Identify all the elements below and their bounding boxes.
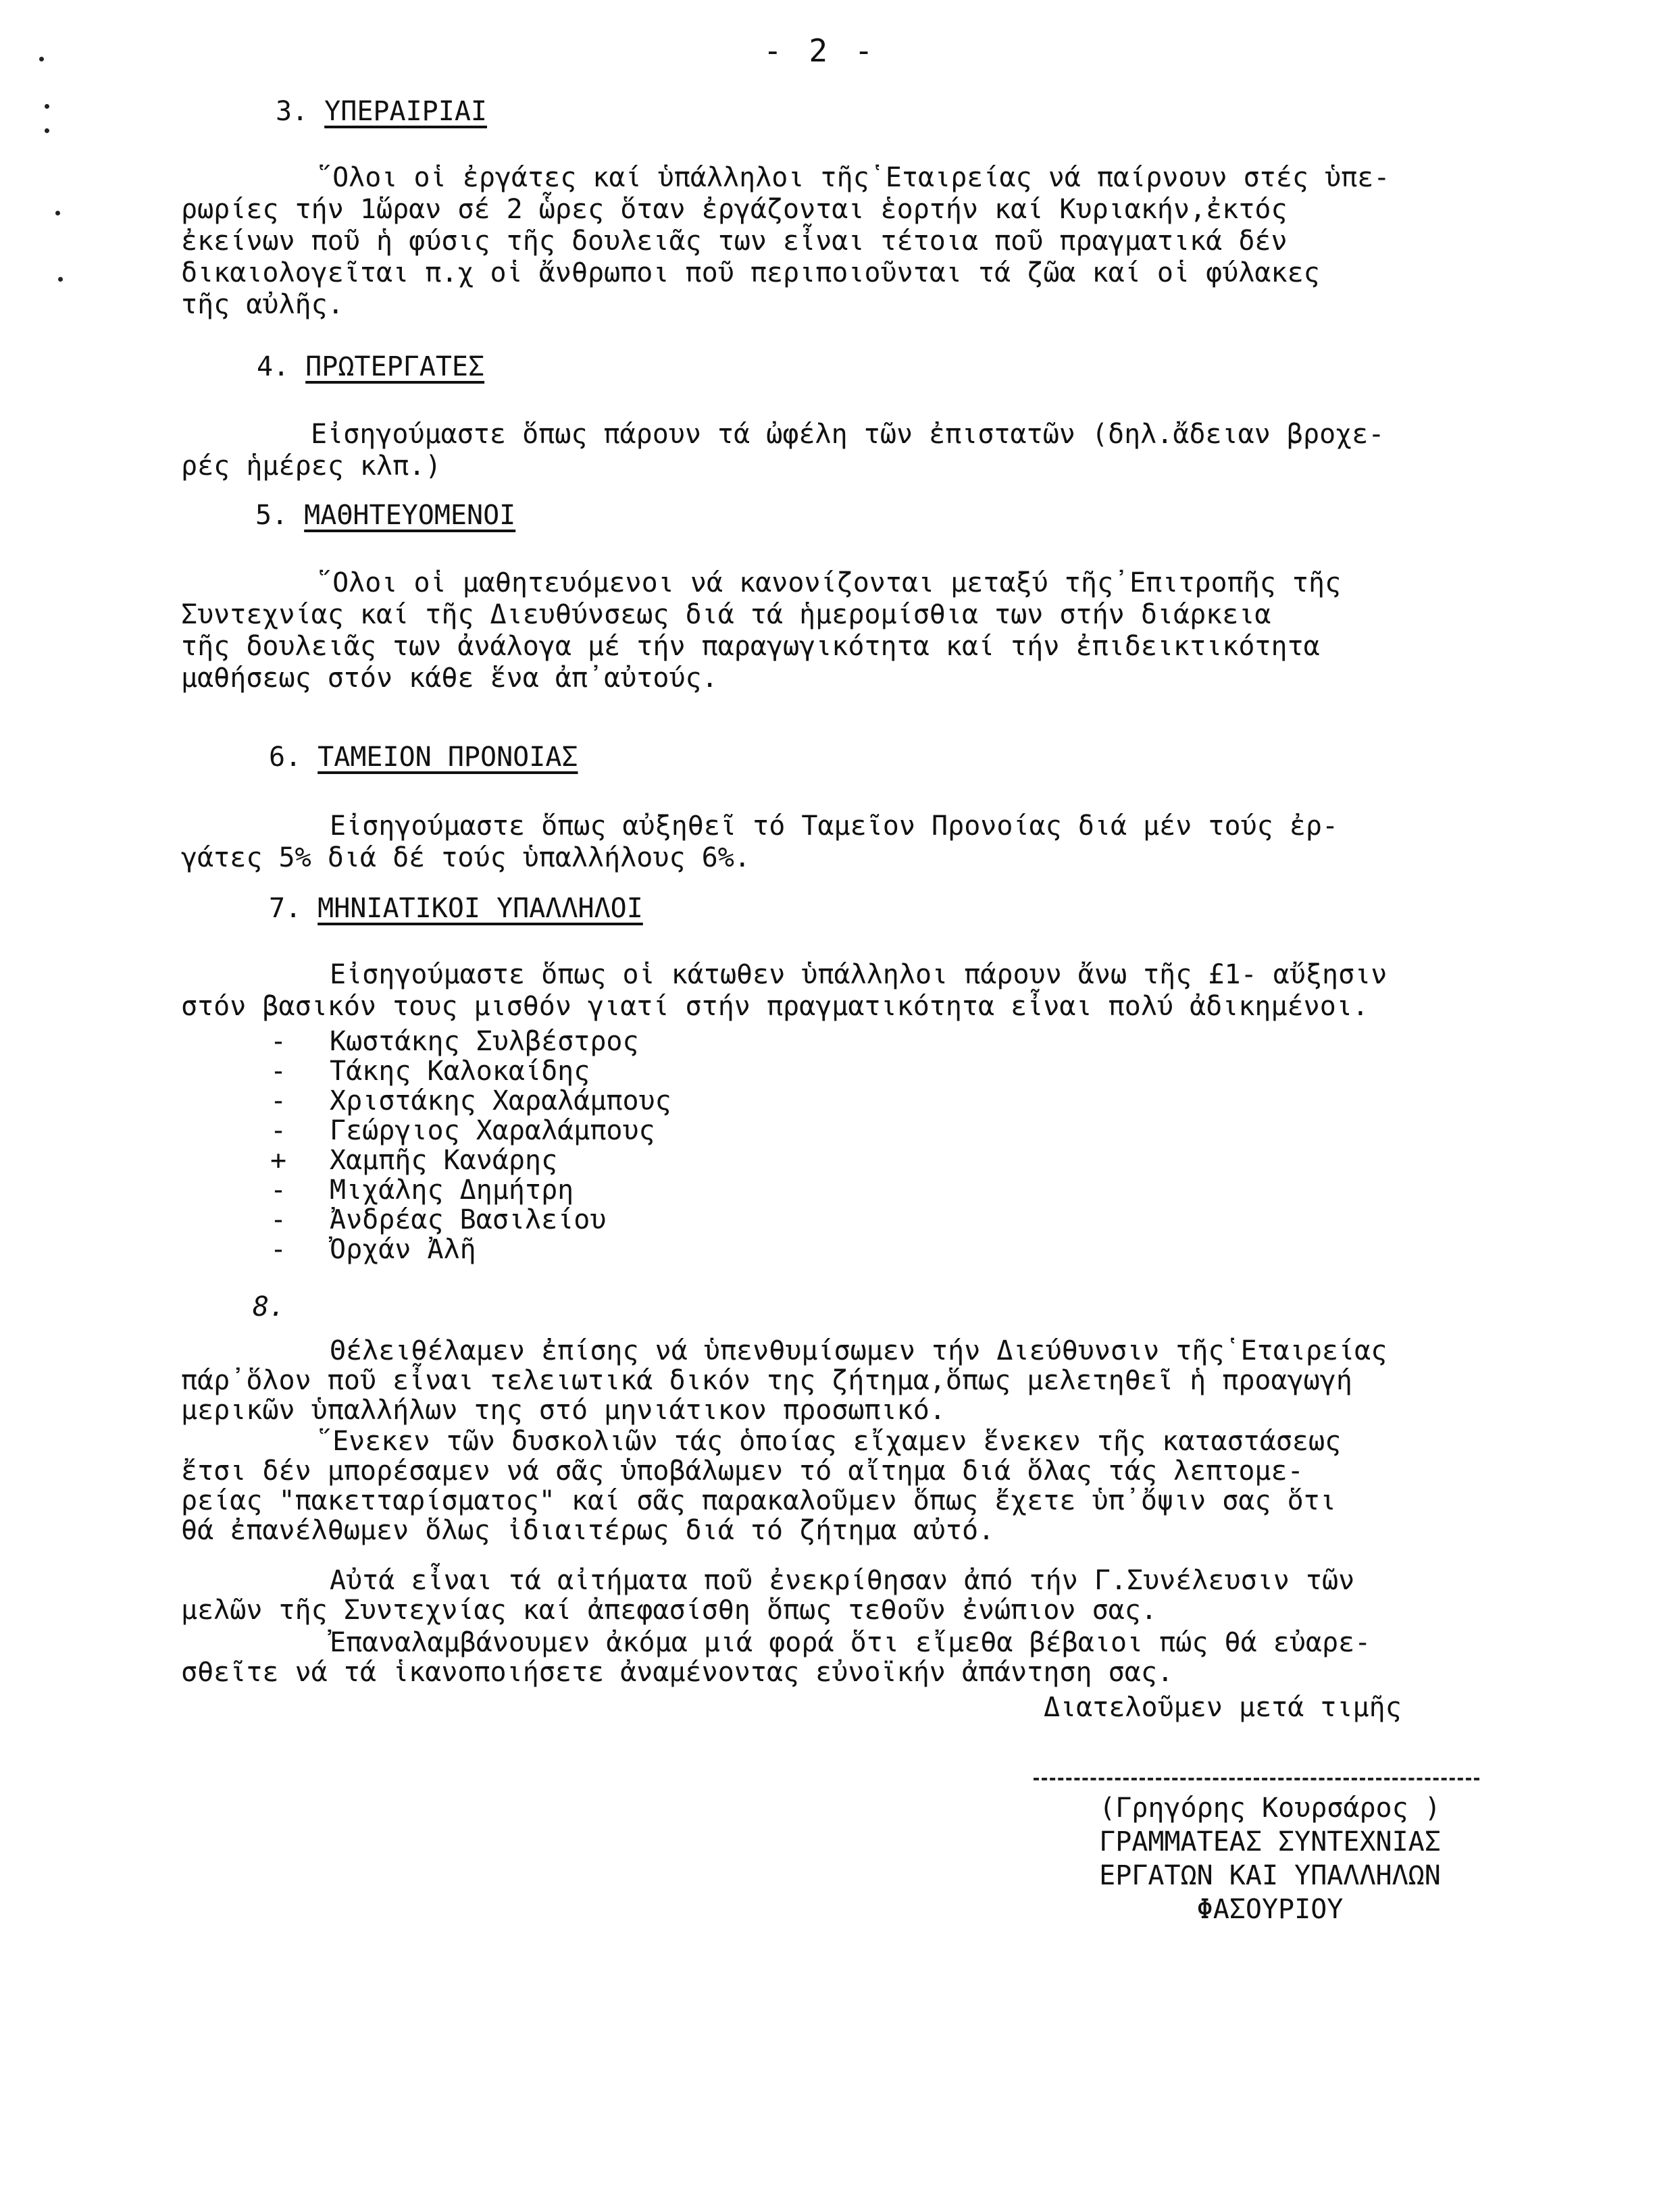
signature-line xyxy=(1034,1778,1479,1780)
list-bullet: - xyxy=(270,1234,287,1265)
section-heading-3 xyxy=(276,96,487,127)
list-item xyxy=(270,1086,671,1116)
list-bullet: - xyxy=(270,1204,287,1235)
section-title: ΜΑΘΗΤΕΥΟΜΕΝΟΙ xyxy=(304,500,516,531)
employee-name: Γεώργιος Χαραλάμπους xyxy=(330,1115,655,1146)
paragraph-approval xyxy=(181,1566,1586,1625)
text-line: ρές ἡμέρες κλπ.) xyxy=(181,451,442,482)
list-item xyxy=(270,1027,671,1056)
section-4-paragraph xyxy=(181,419,1586,482)
list-bullet: - xyxy=(270,1026,287,1057)
page-number: - 2 - xyxy=(763,32,877,69)
employee-name: Μιχάλης Δημήτρη xyxy=(330,1175,574,1206)
text-line: ῞Ενεκεν τῶν δυσκολιῶν τάς ὁποίας εἴχαμεν ἕνεκεν τῆς καταστάσεως xyxy=(316,1426,1342,1457)
employee-name: Κωστάκης Συλβέστρος xyxy=(330,1026,639,1057)
closing-salutation: Διατελοῦμεν μετά τιμῆς xyxy=(1044,1692,1402,1723)
text-line: γάτες 5% διά δέ τούς ὑπαλλήλους 6%. xyxy=(181,842,750,873)
section-heading-5 xyxy=(255,500,515,531)
paragraph-difficulties xyxy=(181,1426,1586,1545)
text-line: Αὐτά εἶναι τά αἰτήματα ποῦ ἐνεκρίθησαν ἀπό τήν Γ.Συνέλευσιν τῶν xyxy=(330,1565,1355,1596)
text-line: δικαιολογεῖται π.χ οἱ ἄνθρωποι ποῦ περιποιοῦνται τά ζῶα καί οἱ φύλακες xyxy=(181,257,1320,288)
section-heading-6 xyxy=(269,742,578,773)
section-title: ΤΑΜΕΙΟΝ ΠΡΟΝΟΙΑΣ xyxy=(317,742,578,773)
paragraph-reiteration xyxy=(181,1628,1586,1687)
margin-mark xyxy=(45,128,49,133)
list-item xyxy=(270,1205,671,1235)
section-title: ΜΗΝΙΑΤΙΚΟΙ ΥΠΑΛΛΗΛΟΙ xyxy=(317,893,643,924)
text-line: Εἰσηγούμαστε ὅπως πάρουν τά ὠφέλη τῶν ἐπιστατῶν (δηλ.ἄδειαν βροχε- xyxy=(311,419,1385,450)
employee-name: Χαμπῆς Κανάρης xyxy=(330,1145,558,1176)
section-5-paragraph xyxy=(181,567,1586,694)
text-line: Θέλειθέλαμεν ἐπίσης νά ὑπενθυμίσωμεν τήν Διεύθυνσιν τῆς῾Εταιρείας xyxy=(330,1335,1388,1366)
text-line: μερικῶν ὑπαλλήλων της στό μηνιάτικον προσωπικό. xyxy=(181,1395,946,1426)
section-heading-4 xyxy=(257,351,484,382)
employee-name: Χριστάκης Χαραλάμπους xyxy=(330,1085,671,1116)
text-line: Ἐπαναλαμβάνουμεν ἀκόμα μιά φορά ὅτι εἴμεθα βέβαιοι πώς θά εὐαρε- xyxy=(330,1627,1371,1658)
signatory-title: ΦΑΣΟΥΡΙΟΥ xyxy=(1196,1894,1344,1925)
section-title: ΥΠΕΡΑΙΡΙΑΙ xyxy=(324,96,487,127)
text-line: Συντεχνίας καί τῆς Διευθύνσεως διά τά ἡμερομίσθια των στήν διάρκεια xyxy=(181,599,1271,630)
list-item xyxy=(270,1175,671,1205)
text-line: ρείας "πακετταρίσματος" καί σᾶς παρακαλοῦμεν ὅπως ἔχετε ὑπ᾿ὄψιν σας ὅτι xyxy=(181,1485,1336,1516)
text-line: θά ἐπανέλθωμεν ὅλως ἰδιαιτέρως διά τό ζήτημα αὐτό. xyxy=(181,1515,995,1546)
list-bullet: - xyxy=(270,1085,287,1116)
paragraph-reminder xyxy=(181,1336,1586,1425)
list-item xyxy=(270,1235,671,1264)
text-line: μελῶν τῆς Συντεχνίας καί ἀπεφασίσθη ὅπως τεθοῦν ἐνώπιον σας. xyxy=(181,1595,1157,1626)
signatory-title: ΓΡΑΜΜΑΤΕΑΣ ΣΥΝΤΕΧΝΙΑΣ xyxy=(1099,1826,1441,1857)
list-bullet: - xyxy=(270,1115,287,1146)
text-line: τῆς δουλειᾶς των ἀνάλογα μέ τήν παραγωγικότητα καί τήν ἐπιδεικτικότητα xyxy=(181,631,1320,662)
item-8-mark: 8. xyxy=(253,1291,286,1322)
text-line: στόν βασικόν τους μισθόν γιατί στήν πραγματικότητα εἶναι πολύ ἀδικημένοι. xyxy=(181,991,1369,1022)
signature-block xyxy=(1013,1791,1527,1926)
text-line: ῞Ολοι οἱ ἐργάτες καί ὑπάλληλοι τῆς῾Εταιρείας νά παίρνουν στές ὑπε- xyxy=(316,162,1390,193)
list-bullet: - xyxy=(270,1175,287,1206)
list-item xyxy=(270,1116,671,1146)
employee-name: Ἀνδρέας Βασιλείου xyxy=(330,1204,607,1235)
margin-mark xyxy=(45,104,49,109)
section-number: 7. xyxy=(269,893,302,924)
text-line: πάρ᾿ὅλον ποῦ εἶναι τελειωτικά δικόν της ζήτημα,ὅπως μελετηθεῖ ἡ προαγωγή xyxy=(181,1365,1352,1396)
section-number: 4. xyxy=(257,351,290,382)
text-line: τῆς αὐλῆς. xyxy=(181,289,344,320)
employee-name: Τάκης Καλοκαίδης xyxy=(330,1056,590,1087)
margin-mark xyxy=(55,211,60,215)
employee-list xyxy=(270,1027,671,1264)
section-number: 3. xyxy=(276,96,309,127)
section-heading-7 xyxy=(269,893,643,924)
list-item xyxy=(270,1146,671,1175)
list-bullet: - xyxy=(270,1056,287,1087)
margin-mark xyxy=(58,277,63,282)
list-item xyxy=(270,1056,671,1086)
text-line: ἐκείνων ποῦ ἡ φύσις τῆς δουλειᾶς των εἶναι τέτοια ποῦ πραγματικά δέν xyxy=(181,226,1288,257)
section-3-paragraph xyxy=(181,162,1586,321)
text-line: ἔτσι δέν μπορέσαμεν νά σᾶς ὑποβάλωμεν τό αἴτημα διά ὅλας τάς λεπτομε- xyxy=(181,1456,1304,1487)
employee-name: Ὀρχάν Ἀλῆ xyxy=(330,1234,476,1265)
list-bullet: + xyxy=(270,1145,287,1176)
text-line: Εἰσηγούμαστε ὅπως αὐξηθεῖ τό Ταμεῖον Προνοίας διά μέν τούς ἐρ- xyxy=(330,811,1339,842)
section-7-paragraph xyxy=(181,959,1586,1023)
section-title: ΠΡΩΤΕΡΓΑΤΕΣ xyxy=(305,351,485,382)
section-number: 5. xyxy=(255,500,288,531)
signatory-name: (Γρηγόρης Κουρσάρος ) xyxy=(1099,1793,1441,1824)
text-line: ρωρίες τήν 1ὥραν σέ 2 ὧρες ὅταν ἐργάζονται ἑορτήν καί Κυριακήν,ἐκτός xyxy=(181,194,1288,225)
text-line: ῞Ολοι οἱ μαθητευόμενοι νά κανονίζονται μεταξύ τῆς᾿Επιτροπῆς τῆς xyxy=(316,567,1342,598)
section-number: 6. xyxy=(269,742,302,773)
signatory-title: ΕΡΓΑΤΩΝ ΚΑΙ ΥΠΑΛΛΗΛΩΝ xyxy=(1099,1860,1441,1891)
text-line: σθεῖτε νά τά ἱκανοποιήσετε ἀναμένοντας εὐνοϊκήν ἀπάντηση σας. xyxy=(181,1657,1174,1688)
margin-mark xyxy=(39,57,44,61)
text-line: Εἰσηγούμαστε ὅπως οἱ κάτωθεν ὑπάλληλοι πάρουν ἄνω τῆς £1- αὔξησιν xyxy=(330,959,1388,990)
text-line: μαθήσεως στόν κάθε ἕνα ἀπ᾿αὐτούς. xyxy=(181,663,718,694)
section-6-paragraph xyxy=(181,811,1586,874)
